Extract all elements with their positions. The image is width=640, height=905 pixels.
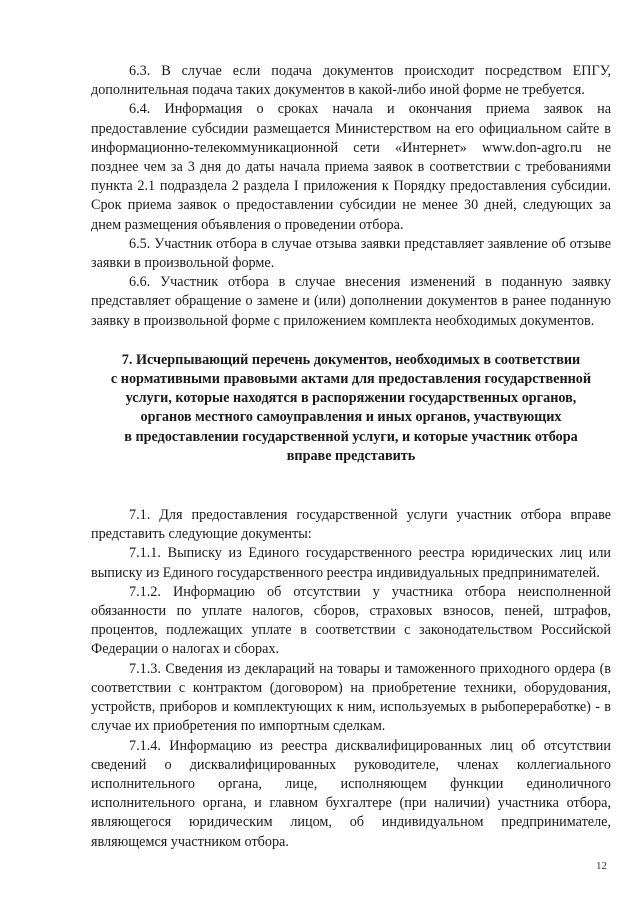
paragraph-6-4: 6.4. Информация о сроках начала и окончания приема заявок на предоставление субсидии размещается Министерством на его официальном сайте в информационно-телекоммуникационной сети «Интернет» www.don-agro.ru не позднее чем за 3 дня до даты начала приема заявок в соответствии с требованиями пункта 2.1 подраздела 2 раздела I приложения к Порядку предоставления субсидии. Срок приема заявок о предоставлении субсидии не менее 30 дней, следующих за днем размещения объявления о проведении отбора. xyxy=(91,101,611,233)
heading-line: в предоставлении государственной услуги, и которые участник отбора xyxy=(124,428,578,445)
heading-line: с нормативными правовыми актами для предоставления государственной xyxy=(110,371,592,388)
heading-line: органов местного самоуправления и иных органов, участвующих xyxy=(140,409,562,426)
paragraph-6-6: 6.6. Участник отбора в случае внесения изменений в поданную заявку представляет обращение о замене и (или) дополнении документов в ранее поданную заявку в произвольной форме с приложением комплекта необходимых документов. xyxy=(91,274,611,329)
heading-line: услуги, которые находятся в распоряжении государственных органов, xyxy=(125,390,577,407)
paragraph-7-1-3: 7.1.3. Сведения из деклараций на товары и таможенного приходного ордера (в соответствии с контрактом (договором) на приобретение техники, оборудования, устройств, приборов и комплектующих к ним, используемых в рыбопереработке) - в случае их приобретения по импортным сделкам. xyxy=(91,660,611,735)
section-7-heading xyxy=(91,351,611,466)
paragraph-7-1-2: 7.1.2. Информацию об отсутствии у участника отбора неисполненной обязанности по уплате налогов, сборов, страховых взносов, пеней, штрафов, процентов, подлежащих уплате в соответствии с законодательством Российской Федерации о налогах и сборах. xyxy=(91,583,611,658)
spacer xyxy=(91,331,611,351)
document-page xyxy=(91,62,611,852)
paragraph-7-1-4: 7.1.4. Информацию из реестра дисквалифицированных лиц об отсутствии сведений о дисквалифицированных руководителе, членах коллегиального исполнительного органа, лице, исполняющем функции единоличного исполнительного органа, и главном бухгалтере (при наличии) участника отбора, являющегося юридическим лицом, об индивидуальном предпринимателе, являющемся участником отбора. xyxy=(91,737,611,850)
paragraph-6-3: 6.3. В случае если подача документов происходит посредством ЕПГУ, дополнительная подача таких документов в какой-либо иной форме не требуется. xyxy=(91,63,611,99)
spacer xyxy=(91,466,611,506)
paragraph-6-5: 6.5. Участник отбора в случае отзыва заявки представляет заявление об отзыве заявки в произвольной форме. xyxy=(91,235,611,272)
paragraph-7-1: 7.1. Для предоставления государственной услуги участник отбора вправе представить следующие документы: xyxy=(91,507,611,543)
heading-line: 7. Исчерпывающий перечень документов, необходимых в соответствии xyxy=(121,351,581,368)
heading-line: вправе представить xyxy=(286,447,416,464)
page-number: 12 xyxy=(596,860,607,872)
paragraph-7-1-1: 7.1.1. Выписку из Единого государственного реестра юридических лиц или выписку из Единого государственного реестра индивидуальных предпринимателей. xyxy=(91,545,611,581)
